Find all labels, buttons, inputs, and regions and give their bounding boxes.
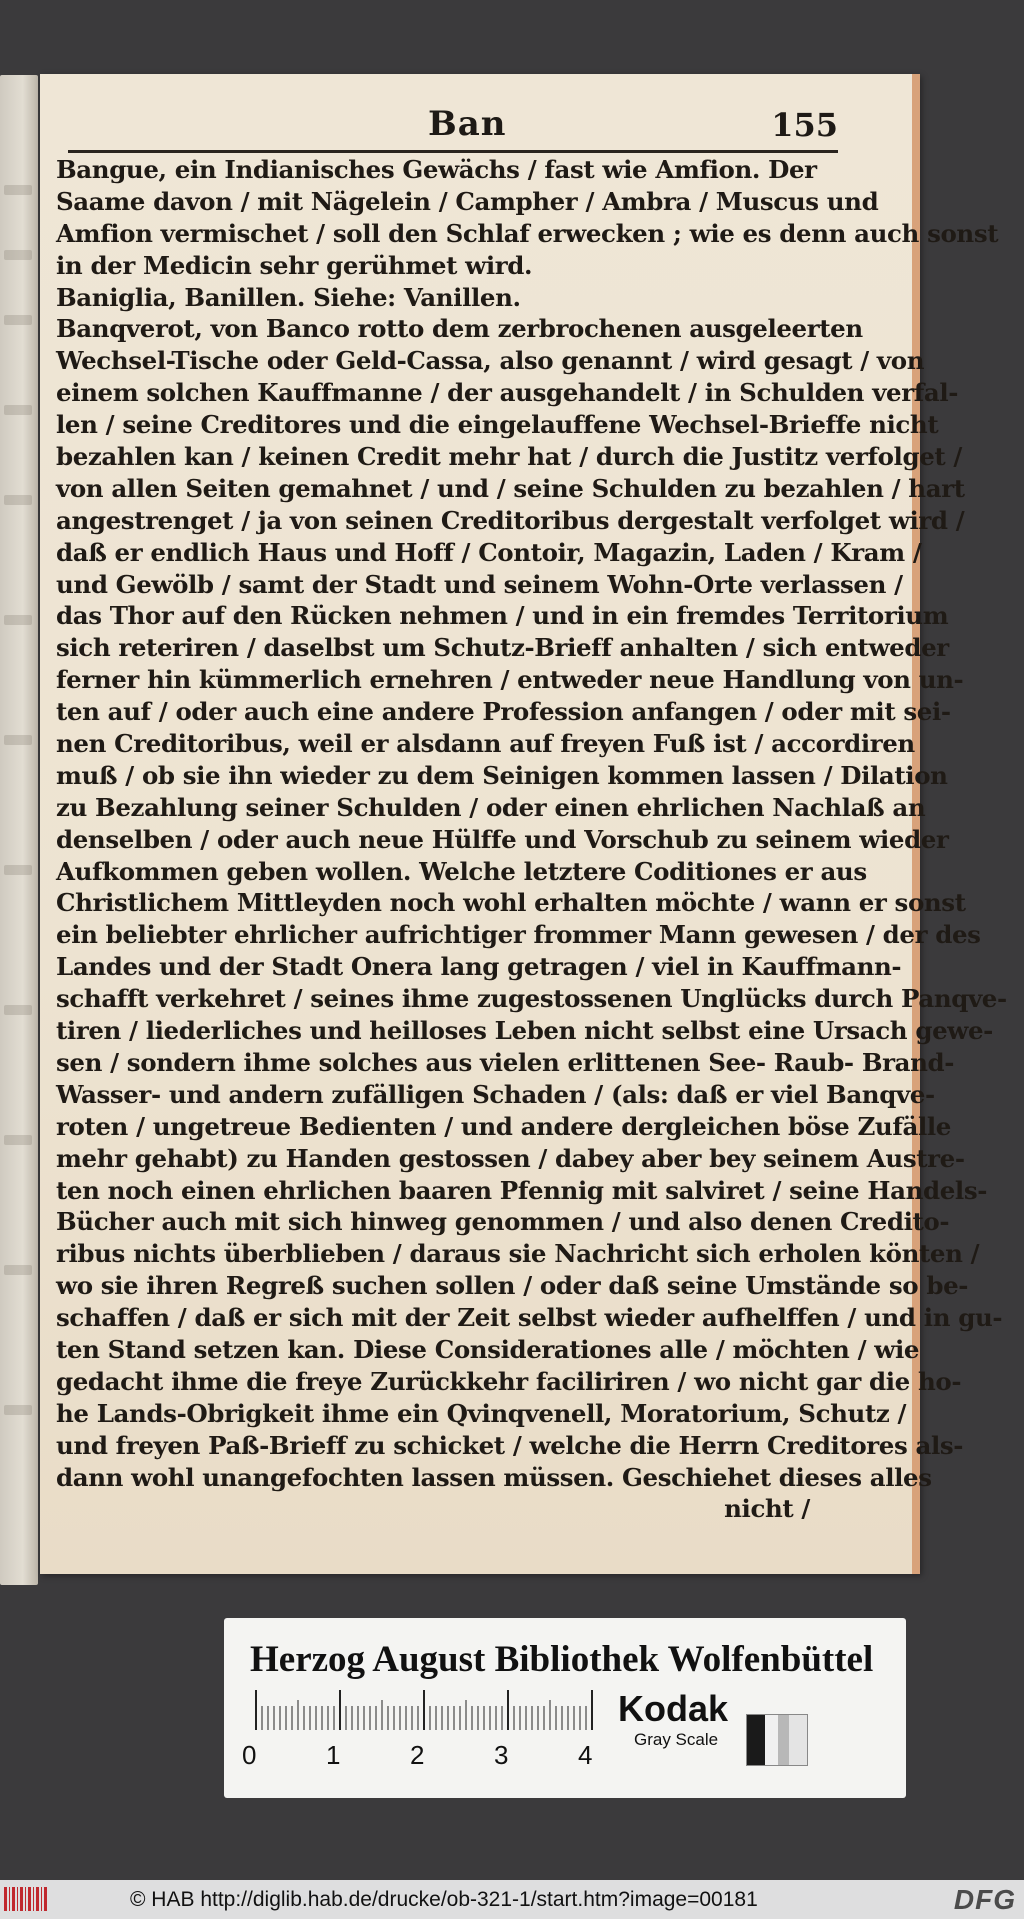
adjacent-page-edge: [0, 75, 38, 1585]
ghost-text-mark: [4, 405, 32, 415]
text-line: Aufkommen geben wollen. Welche letztere Coditiones er aus: [56, 856, 867, 886]
text-line: roten / ungetreue Bedienten / und andere dergleichen böse Zufälle: [56, 1111, 951, 1141]
ghost-text-mark: [4, 1405, 32, 1415]
footer-bar: [0, 1880, 1024, 1919]
text-line: ferner hin kümmerlich ernehren / entweder neue Handlung von un-: [56, 665, 964, 695]
text-line: ten noch einen ehrlichen baaren Pfennig mit salviret / seine Handels-: [56, 1175, 987, 1205]
text-line: einem solchen Kauffmanne / der ausgehandelt / in Schulden verfal-: [56, 378, 959, 408]
gray-scale-patch: [746, 1714, 808, 1766]
text-line: zu Bezahlung seiner Schulden / oder einen ehrlichen Nachlaß an: [56, 792, 926, 822]
text-line: und Gewölb / samt der Stadt und seinem Wohn-Orte verlassen /: [56, 569, 903, 599]
scale-number: 4: [578, 1740, 593, 1770]
text-line: ten Stand setzen kan. Diese Considerationes alle / möchten / wie: [56, 1334, 920, 1364]
scale-number: 3: [494, 1740, 509, 1770]
text-line: sich reteriren / daselbst um Schutz-Brieff anhalten / sich entweder: [56, 633, 949, 663]
scale-number: 2: [410, 1740, 425, 1770]
text-line: Wasser- und andern zufälligen Schaden / (als: daß er viel Banqve-: [56, 1079, 935, 1109]
library-name: Herzog August Bibliothek Wolfenbüttel: [250, 1639, 874, 1680]
text-line: das Thor auf den Rücken nehmen / und in ein fremdes Territorium: [56, 601, 949, 631]
text-line: Saame davon / mit Nägelein / Campher / Ambra / Muscus und: [56, 186, 879, 216]
library-banner: [224, 1618, 906, 1798]
ghost-text-mark: [4, 735, 32, 745]
text-line: daß er endlich Haus und Hoff / Contoir, Magazin, Laden / Kram /: [56, 537, 922, 567]
page-text: [56, 154, 1007, 1525]
text-line: schaffen / daß er sich mit der Zeit selbst wieder aufhelffen / und in gu-: [56, 1303, 1003, 1333]
catchword: nicht /: [724, 1494, 810, 1524]
ghost-text-mark: [4, 250, 32, 260]
ruler-ticks: [252, 1690, 592, 1730]
running-head: Ban: [428, 104, 507, 144]
text-line: bezahlen kan / keinen Credit mehr hat / durch die Justitz verfolget /: [56, 442, 962, 472]
scale-number: 1: [326, 1740, 341, 1770]
text-line: tiren / liederliches und heilloses Leben nicht selbst eine Ursach gewe-: [56, 1016, 993, 1046]
ghost-text-mark: [4, 185, 32, 195]
text-line: nen Creditoribus, weil er alsdann auf freyen Fuß ist / accordiren: [56, 729, 915, 759]
ghost-text-mark: [4, 1135, 32, 1145]
text-line: in der Medicin sehr gerühmet wird.: [56, 250, 533, 280]
text-line: ein beliebter ehrlicher aufrichtiger frommer Mann gewesen / der des: [56, 920, 981, 950]
ghost-text-mark: [4, 1265, 32, 1275]
text-line: Christlichem Mittleyden noch wohl erhalten möchte / wann er sonst: [56, 888, 966, 918]
text-line: und freyen Paß-Brieff zu schicket / welche die Herrn Creditores als-: [56, 1430, 964, 1460]
ghost-text-mark: [4, 615, 32, 625]
text-line: muß / ob sie ihn wieder zu dem Seinigen kommen lassen / Dilation: [56, 760, 948, 790]
text-line: sen / sondern ihme solches aus vielen erlittenen See- Raub- Brand-: [56, 1047, 955, 1077]
text-line: schafft verkehret / seines ihme zugestossenen Unglücks durch Panqve-: [56, 984, 1007, 1014]
ghost-text-mark: [4, 1005, 32, 1015]
text-line: Banqverot, von Banco rotto dem zerbrochenen ausgeleerten: [56, 314, 863, 344]
text-line: Baniglia, Banillen. Siehe: Vanillen.: [56, 282, 521, 312]
text-line: len / seine Creditores und die eingelauffene Wechsel-Brieffe nicht: [56, 410, 939, 440]
measurement-ruler: [252, 1690, 592, 1730]
text-line: angestrenget / ja von seinen Creditoribus dergestalt verfolget wird /: [56, 505, 965, 535]
ghost-text-mark: [4, 315, 32, 325]
text-line: gedacht ihme die freye Zurückkehr faciliriren / wo nicht gar die ho-: [56, 1366, 962, 1396]
text-line: dann wohl unangefochten lassen müssen. Geschiehet dieses alles: [56, 1462, 932, 1492]
text-line: mehr gehabt) zu Handen gestossen / dabey aber bey seinem Austre-: [56, 1143, 965, 1173]
text-line: he Lands-Obrigkeit ihme ein Qvinqvenell, Moratorium, Schutz /: [56, 1398, 907, 1428]
text-line: Amfion vermischet / soll den Schlaf erwecken ; wie es denn auch sonst: [56, 218, 999, 248]
kodak-logo: Kodak: [618, 1688, 729, 1729]
ghost-text-mark: [4, 495, 32, 505]
text-line: ten auf / oder auch eine andere Profession anfangen / oder mit sei-: [56, 697, 951, 727]
barcode-icon: [4, 1887, 48, 1911]
text-line: Bangue, ein Indianisches Gewächs / fast wie Amfion. Der: [56, 155, 817, 184]
text-line: Bücher auch mit sich hinweg genommen / und also denen Credito-: [56, 1207, 950, 1237]
text-line: wo sie ihren Regreß suchen sollen / oder daß seine Umstände so be-: [56, 1271, 969, 1301]
text-line: Landes und der Stadt Onera lang getragen / viel in Kauffmann-: [56, 952, 902, 982]
text-line: von allen Seiten gemahnet / und / seine Schulden zu bezahlen / hart: [56, 473, 965, 503]
page-header: [68, 104, 838, 148]
text-line: Wechsel-Tische oder Geld-Cassa, also genannt / wird gesagt / von: [56, 346, 925, 376]
text-line: denselben / oder auch neue Hülffe und Vorschub zu seinem wieder: [56, 824, 949, 854]
scale-number: 0: [242, 1740, 257, 1770]
text-line: ribus nichts überblieben / daraus sie Nachricht sich erholen könten /: [56, 1239, 980, 1269]
copyright-link[interactable]: © HAB http://diglib.hab.de/drucke/ob-321-1/start.htm?image=00181: [130, 1888, 758, 1911]
book-page: [40, 74, 1007, 1574]
ghost-text-mark: [4, 865, 32, 875]
dfg-logo: DFG: [953, 1884, 1016, 1915]
gray-scale-label: Gray Scale: [634, 1730, 719, 1749]
page-number: 155: [771, 106, 838, 144]
header-rule: [68, 150, 838, 153]
